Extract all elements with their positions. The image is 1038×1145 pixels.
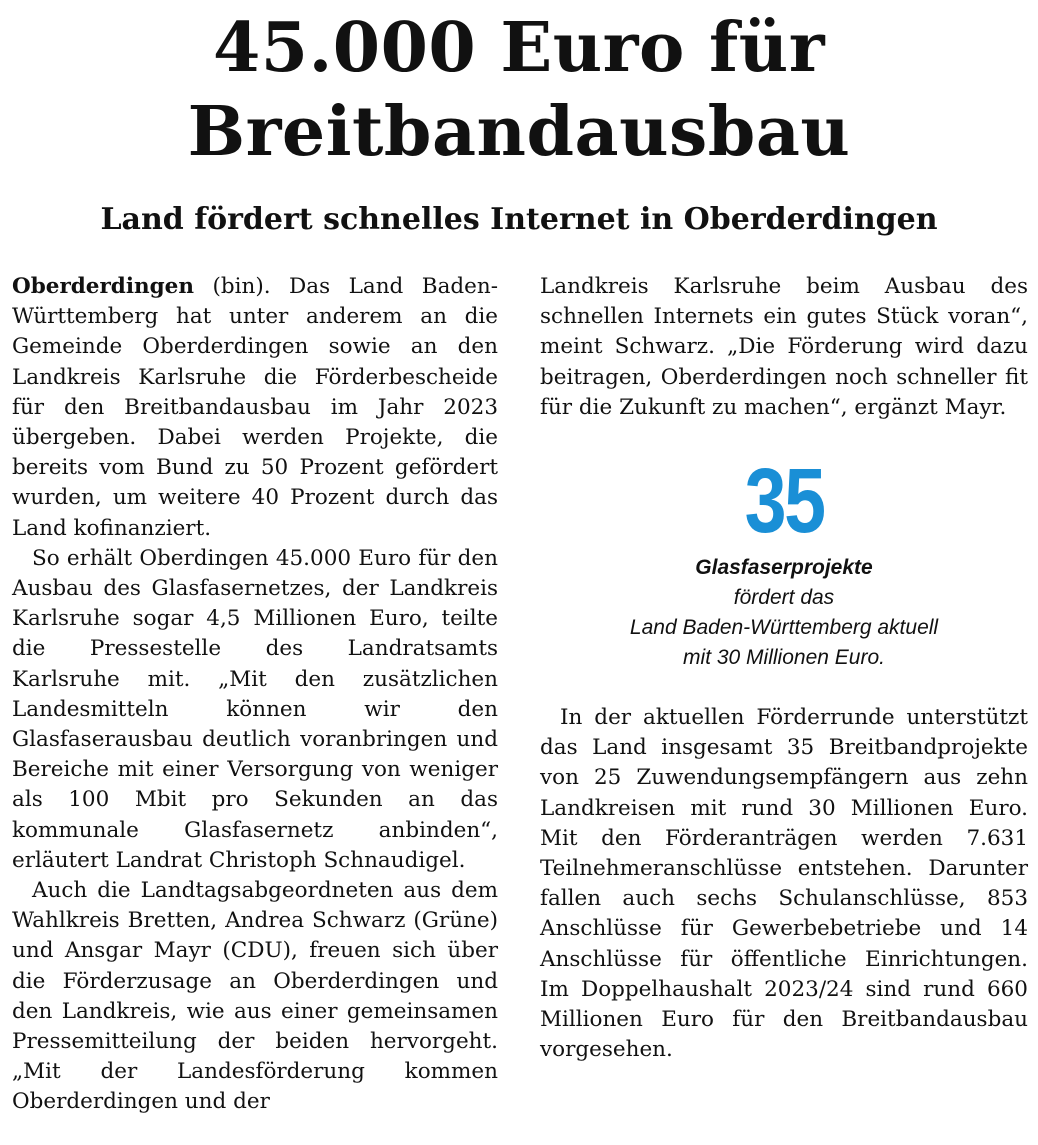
paragraph-3: Auch die Landtagsabgeordneten aus dem Wahlkreis Bretten, Andrea Schwarz (Grüne) und Ansgar Mayr (CDU), freuen sich über die Förderzusage an Oberderdingen und den Landkreis, wie aus einer gemeinsamen Pressemitteilung der beiden hervorgeht. „Mit der Landesförderung kommen Oberderdingen und der [12,878,498,1115]
headline-line-1: 45.000 Euro für [212,8,826,88]
fact-line-1: fördert das [733,586,835,610]
paragraph-2: So erhält Oberdingen 45.000 Euro für den Ausbau des Glasfasernetzes, der Landkreis Karlsruhe sogar 4,5 Millionen Euro, teilte die Pressestelle des Landratsamts Karlsruhe mit. „Mit den zusätzlichen Landesmitteln können wir den Glasfaserausbau deutlich voranbringen und Bereiche mit einer Versorgung von weniger als 100 Mbit pro Sekunden an das kommunale Glasfasernetz anbinden“, erläutert Landrat Christoph Schnaudigel. [12,545,498,873]
fact-title: Glasfaserprojekte [695,556,873,580]
headline-line-2: Breitbandausbau [187,92,851,172]
article-column-left [12,272,498,1118]
fact-line-2: Land Baden-Württemberg aktuell [629,616,939,640]
paragraph-3-continued: Landkreis Karlsruhe beim Ausbau des schnellen Internets ein gutes Stück voran“, meint Schwarz. „Die Förderung wird dazu beitragen, Oberderdingen noch schneller fit für die Zukunft zu machen“, ergänzt Mayr. [540,274,1028,420]
fact-line-3: mit 30 Millionen Euro. [683,646,885,670]
fact-number: 35 [744,450,824,553]
paragraph-1 [12,272,498,544]
paragraph-4: In der aktuellen Förderrunde unterstützt das Land insgesamt 35 Breitbandprojekte von 25 Zuwendungsempfängern aus zehn Landkreisen mit rund 30 Millionen Euro. Mit den Förderanträgen werden 7.631 Teilnehmeranschlüsse entstehen. Darunter fallen auch sechs Schulanschlüsse, 853 Anschlüsse für Gewerbebetriebe und 14 Anschlüsse für öffentliche Einrichtungen. Im Doppelhaushalt 2023/24 sind rund 660 Millionen Euro für den Breitbandausbau vorgesehen. [540,705,1028,1063]
fact-text [540,583,1028,673]
fact-box [540,451,1028,673]
headline [0,6,1038,174]
paragraph-1-text: (bin). Das Land Baden-Württemberg hat unter anderem an die Gemeinde Oberderdingen sowie an den Landkreis Karlsruhe die Förderbescheide für den Breitbandausbau im Jahr 2023 übergeben. Dabei werden Projekte, die bereits vom Bund zu 50 Prozent gefördert wurden, um weitere 40 Prozent durch das Land kofinanziert. [12,274,498,541]
dateline: Oberderdingen [12,274,194,299]
article-column-right [540,272,1028,1065]
subheadline: Land fördert schnelles Internet in Oberderdingen [100,202,938,237]
